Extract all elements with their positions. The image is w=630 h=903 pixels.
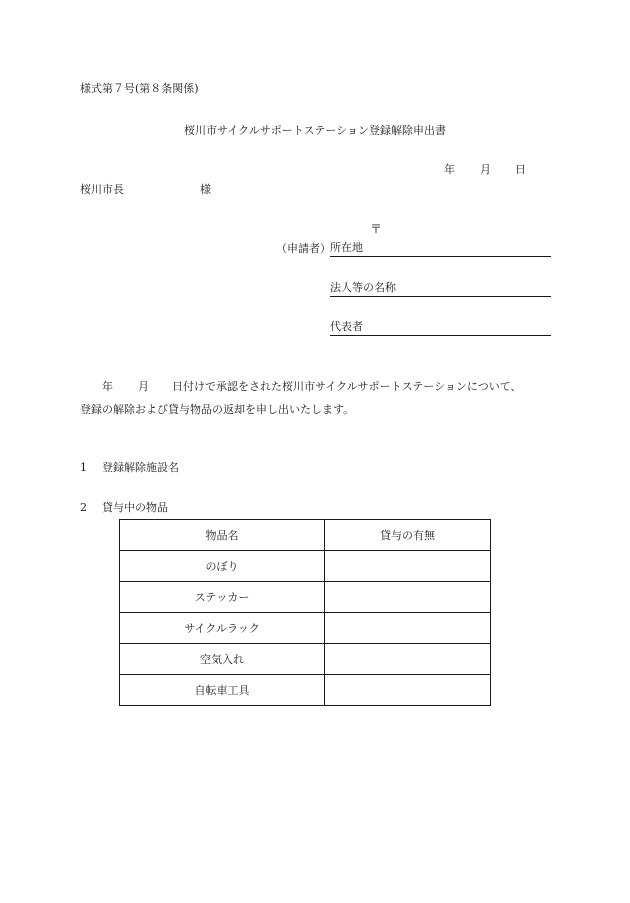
table-row (120, 551, 491, 582)
applicant-label: （申請者） (276, 242, 331, 255)
table-row (120, 582, 491, 613)
body-month: 月 (138, 380, 149, 393)
section-2 (80, 501, 168, 515)
status-cell[interactable] (325, 582, 491, 613)
body-line-2: 登録の解除および貸与物品の返却を申し出いたします。 (80, 403, 355, 416)
addressee: 桜川市長 (80, 183, 124, 196)
body-year: 年 (102, 380, 113, 393)
address-field[interactable] (330, 241, 551, 257)
column-header-item: 物品名 (120, 520, 325, 551)
form-number: 様式第７号(第８条関係) (80, 82, 199, 95)
table-row (120, 613, 491, 644)
status-cell[interactable] (325, 644, 491, 675)
column-header-status: 貸与の有無 (325, 520, 491, 551)
item-name-cell: 空気入れ (120, 644, 325, 675)
honorific: 様 (200, 183, 211, 196)
section-1-label: 登録解除施設名 (102, 461, 179, 474)
table-row (120, 675, 491, 706)
corporation-name-label: 法人等の名称 (330, 281, 396, 294)
item-name-cell: 自転車工具 (120, 675, 325, 706)
status-cell[interactable] (325, 551, 491, 582)
status-cell[interactable] (325, 613, 491, 644)
date-year-label: 年 (444, 163, 455, 176)
section-2-number: 2 (80, 501, 87, 514)
item-name-cell: のぼり (120, 551, 325, 582)
address-label: 所在地 (330, 241, 363, 254)
date-month-label: 月 (480, 163, 491, 176)
section-2-label: 貸与中の物品 (102, 501, 168, 514)
section-1 (80, 461, 179, 475)
table-header-row (120, 520, 491, 551)
loaned-items-table (119, 519, 491, 706)
table-row (120, 644, 491, 675)
status-cell[interactable] (325, 675, 491, 706)
representative-field[interactable] (330, 320, 551, 336)
date-day-label: 日 (515, 163, 526, 176)
body-line-1-text: 日付けで承認をされた桜川市サイクルサポートステーションについて、 (172, 380, 522, 393)
body-line-1 (80, 380, 521, 394)
item-name-cell: サイクルラック (120, 613, 325, 644)
representative-label: 代表者 (330, 320, 363, 333)
item-name-cell: ステッカー (120, 582, 325, 613)
corporation-name-field[interactable] (330, 281, 551, 297)
postal-mark: 〒 (370, 222, 383, 236)
section-1-number: 1 (80, 461, 87, 474)
document-title: 桜川市サイクルサポートステーション登録解除申出書 (184, 124, 446, 137)
